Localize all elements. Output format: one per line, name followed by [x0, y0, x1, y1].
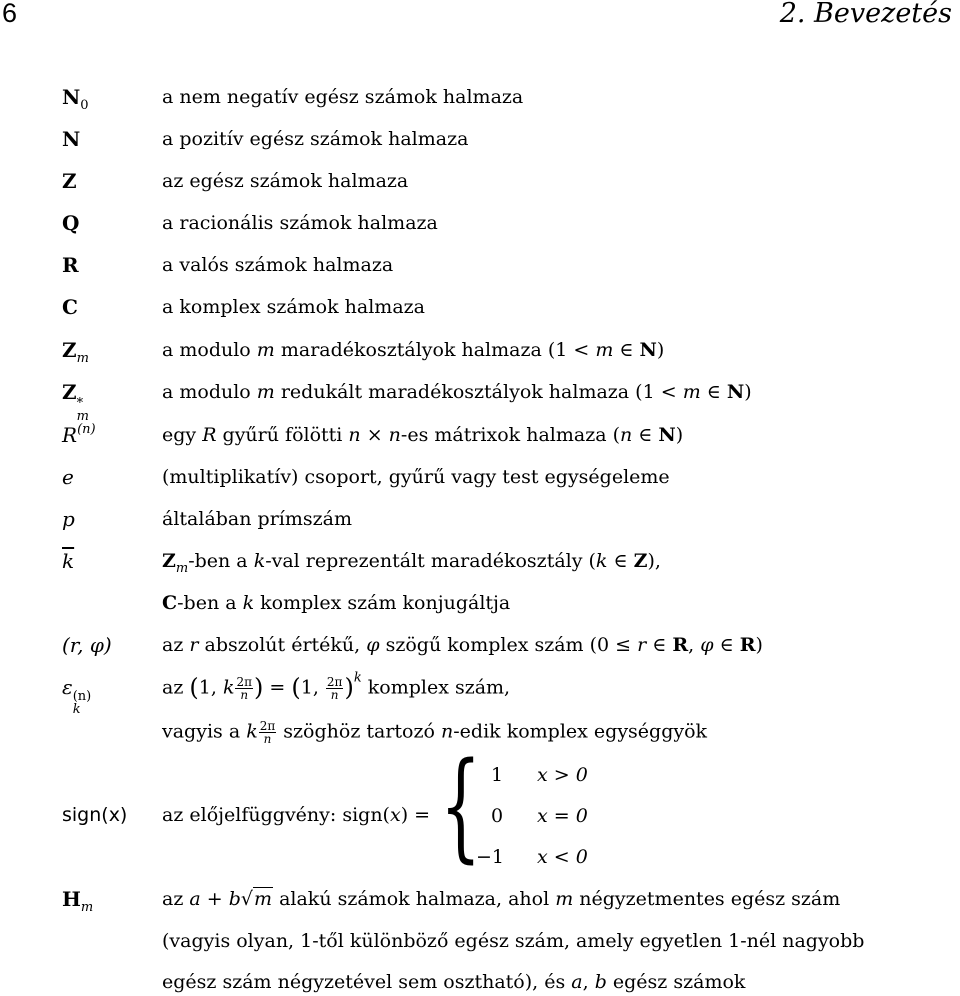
desc-e: (multiplikatív) csoport, gyűrű vagy test egységeleme [162, 466, 670, 488]
desc-z: az egész számok halmaza [162, 170, 409, 192]
desc-k-bar-line1: $Z_m$-ben a k-val reprezentált maradékosztály (k ∈ Z), [162, 550, 661, 576]
fraction-2pi-n: $\frac{2\pi}{n}$ [236, 675, 252, 702]
chapter-title: 2. Bevezetés [779, 0, 952, 29]
desc-epsilon-line2: vagyis a k $\frac{2\pi}{n}$ szöghöz tartozó n-edik komplex egységgyök [162, 719, 708, 746]
symbol-rn: $R^{(n)}$ [62, 422, 96, 447]
symbol-r-phi: (r, φ) [62, 633, 112, 657]
symbol-zm-star: Z * m [62, 380, 89, 424]
desc-hm-line1: az a + b√m alakú számok halmaza, ahol m négyzetmentes egész szám [162, 888, 841, 910]
symbol-k-bar: $\overline{k}$ [62, 549, 75, 573]
desc-k-bar-line2: C-ben a k komplex szám konjugáltja [162, 592, 511, 614]
symbol-p: p [62, 507, 75, 531]
desc-r-phi: az r abszolút értékű, φ szögű komplex szám (0 ≤ r ∈ R, φ ∈ R) [162, 634, 763, 656]
desc-p: általában prímszám [162, 508, 352, 530]
desc-zm-star: a modulo m redukált maradékosztályok halmaza (1 < m ∈ N) [162, 381, 752, 403]
symbol-c: C [62, 295, 78, 319]
case-value-3: −1 [476, 846, 505, 868]
page-number: 6 [2, 0, 18, 28]
symbol-zm: $Z_m$ [62, 338, 89, 366]
desc-n0: a nem negatív egész számok halmaza [162, 86, 524, 108]
desc-sign: az előjelfüggvény: sign(x) = [162, 804, 431, 826]
case-value-2: 0 [491, 805, 504, 827]
case-cond-2: x = 0 [537, 805, 588, 827]
case-cond-3: x < 0 [537, 846, 588, 868]
symbol-hm: $H_m$ [62, 887, 94, 915]
symbol-z: Z [62, 169, 77, 193]
symbol-n0: $N_0$ [62, 85, 89, 113]
square-root: √m [240, 888, 273, 910]
desc-hm-line3: egész szám négyzetével sem osztható), és a, b egész számok [162, 971, 746, 993]
desc-n: a pozitív egész számok halmaza [162, 128, 469, 150]
desc-hm-line2: (vagyis olyan, 1-től különböző egész szám, amely egyetlen 1-nél nagyobb [162, 930, 865, 952]
left-brace: { [440, 736, 482, 874]
desc-r: a valós számok halmaza [162, 254, 394, 276]
desc-zm: a modulo m maradékosztályok halmaza (1 < m ∈ N) [162, 339, 665, 361]
symbol-epsilon: ε (n) k [62, 675, 92, 717]
symbol-q: Q [62, 211, 80, 235]
desc-rn: egy R gyűrű fölötti n × n-es mátrixok halmaza (n ∈ N) [162, 424, 684, 446]
symbol-sign: sign(x) [62, 804, 128, 826]
case-value-1: 1 [491, 764, 504, 786]
symbol-n: N [62, 127, 81, 151]
symbol-r: R [62, 253, 79, 277]
symbol-e: e [62, 465, 74, 489]
desc-c: a komplex számok halmaza [162, 296, 425, 318]
desc-q: a racionális számok halmaza [162, 212, 438, 234]
case-cond-1: x > 0 [537, 764, 588, 786]
desc-epsilon-line1: az (1, k $\frac{2\pi}{n}$ ) = (1, $\frac{2\pi}{n}$ )$^k$ komplex szám, [162, 670, 511, 702]
